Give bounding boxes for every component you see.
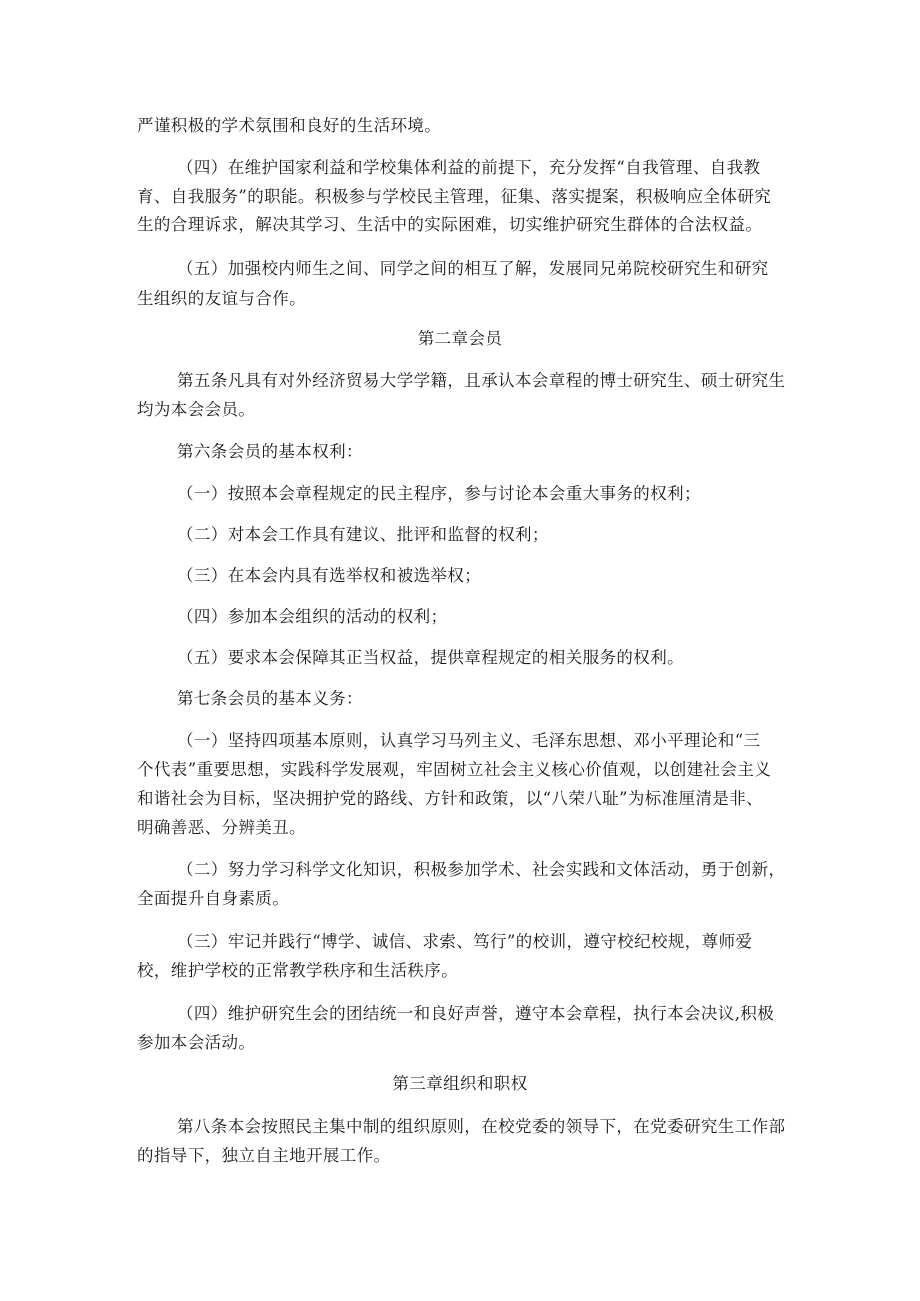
text-line: （三）牢记并践行“博学、诚信、求索、笃行”的校训，遵守校纪校规，尊师爱	[177, 932, 753, 951]
text-line: 育、自我服务”的职能。积极参与学校民主管理，征集、落实提案，积极响应全体研究	[137, 187, 772, 206]
text-line: 个代表”重要思想，实践科学发展观，牢固树立社会主义核心价值观，以创建社会主义	[137, 760, 772, 779]
text-line: 生的合理诉求，解决其学习、生活中的实际困难，切实维护研究生群体的合法权益。	[137, 215, 763, 234]
text-line: （二）对本会工作具有建议、批评和监督的权利；	[177, 525, 549, 544]
text-line: 全面提升自身素质。	[137, 889, 290, 908]
text-line: （五）加强校内师生之间、同学之间的相互了解，发展同兄弟院校研究生和研究	[177, 259, 769, 278]
text-line: 第五条凡具有对外经济贸易大学学籍，且承认本会章程的博士研究生、硕士研究生	[177, 371, 786, 390]
text-line: （三）在本会内具有选举权和被选举权；	[177, 566, 482, 585]
text-line: 的指导下，独立自主地开展工作。	[137, 1146, 391, 1165]
text-line: （四）在维护国家利益和学校集体利益的前提下，充分发挥“自我管理、自我教	[177, 158, 761, 177]
chapter-heading: 第二章会员	[417, 329, 503, 348]
text-line: （四）参加本会组织的活动的权利；	[177, 607, 448, 626]
text-line: 生组织的友谊与合作。	[137, 289, 306, 308]
text-line: （二）努力学习科学文化知识，积极参加学术、社会实践和文体活动，勇于创新，	[177, 860, 786, 879]
text-line: （五）要求本会保障其正当权益，提供章程规定的相关服务的权利。	[177, 648, 684, 667]
text-line: 校，维护学校的正常教学秩序和生活秩序。	[137, 961, 459, 980]
chapter-heading: 第三章组织和职权	[392, 1074, 528, 1093]
text-line: （一）按照本会章程规定的民主程序，参与讨论本会重大事务的权利；	[177, 484, 701, 503]
text-line: 严谨积极的学术氛围和良好的生活环境。	[137, 116, 442, 135]
text-line: 和谐社会为目标，坚决拥护党的路线、方针和政策，以“八荣八耻”为标准厘清是非、	[137, 789, 764, 808]
text-line: 均为本会会员。	[137, 400, 256, 419]
text-line: 第六条会员的基本权利：	[177, 442, 363, 461]
text-line: 第七条会员的基本义务：	[177, 689, 363, 708]
text-line: （四）维护研究生会的团结统一和良好声誉，遵守本会章程，执行本会决议,积极	[177, 1004, 775, 1023]
text-line: 第八条本会按照民主集中制的组织原则，在校党委的领导下，在党委研究生工作部	[177, 1117, 786, 1136]
text-line: （一）坚持四项基本原则，认真学习马列主义、毛泽东思想、邓小平理论和“三	[177, 731, 761, 750]
text-line: 参加本会活动。	[137, 1033, 256, 1052]
text-line: 明确善恶、分辨美丑。	[137, 818, 306, 837]
